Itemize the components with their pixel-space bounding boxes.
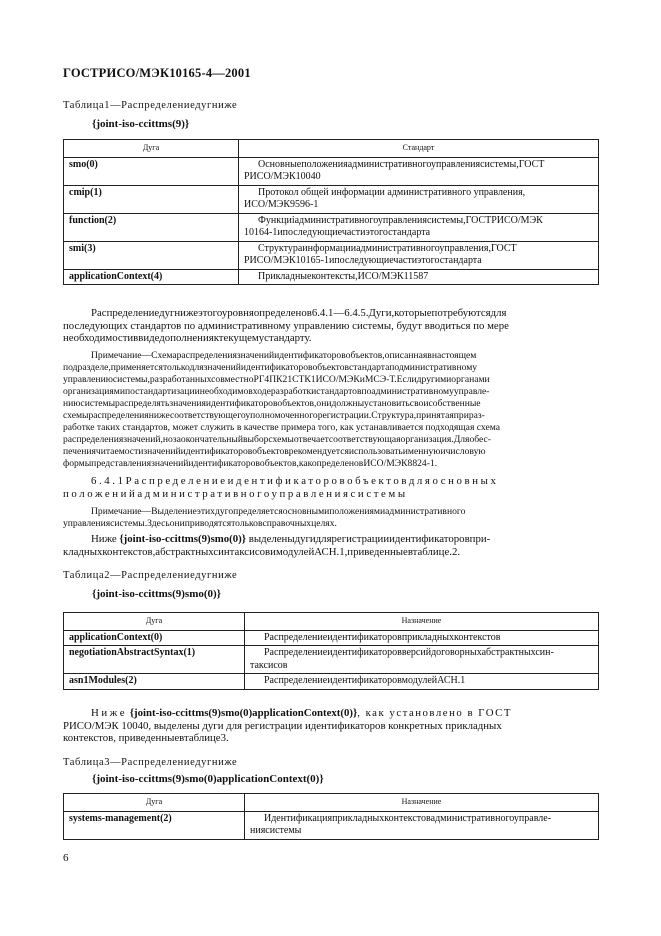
- table2-col-arc: Дуга: [64, 613, 245, 631]
- table-row: [64, 185, 599, 213]
- table3-arc: systems-management(2): [64, 811, 245, 839]
- table-row: [64, 213, 599, 241]
- table1-col-arc: Дуга: [64, 140, 239, 158]
- note-line: схемыраспределениянижесоответствующегоуполномоченногорегистрации.Структура,принятаяприраз-: [63, 410, 485, 421]
- para2-line: кладныхконтекстов,абстрактныхсинтаксисовимодулейАСН.1,приведенныевтаблице.2.: [63, 545, 461, 558]
- section-641-line: 6.4.1Распределениеидентификаторовобъектовдляосновных: [91, 475, 499, 487]
- table1-arc: smi(3): [64, 241, 239, 269]
- para3-text: Ниже: [91, 707, 128, 719]
- table1-arc: cmip(1): [64, 185, 239, 213]
- table3: [63, 793, 599, 840]
- para3-arc-path: {joint-iso-ccittms(9)smo(0)applicationContext(0)}: [129, 707, 358, 719]
- table-row: [64, 674, 599, 690]
- note-line: управлениюсистемы,разработанныхсовместноРГ4ПК21СТК1ИСО/МЭКиМСЭ-Т.Еслидругимиорганами: [63, 374, 490, 385]
- para2-text: выделеныдугидлярегистрацииидентификаторовпри-: [248, 533, 491, 545]
- note-line: распределениязначений,нозаокончательныйвыборсхемыотвечаетсоответствующаяорганизация.Дляобес-: [63, 434, 491, 445]
- page-header: ГОСТРИСО/МЭК10165-4—2001: [63, 66, 251, 80]
- table1-subheading: {joint-iso-ccittms(9)}: [92, 118, 190, 130]
- para2-text: Ниже: [91, 533, 117, 545]
- paragraph-arcs-intro: [63, 307, 599, 345]
- table1-standard-cont: РИСО/МЭК10040: [244, 171, 321, 182]
- note-line: ниюсистемыраспределятьзначенияидентификаторовобъектов,онидолжныустановитьсвоисобственные: [63, 398, 481, 409]
- section-641-line: положенийадминистративногоуправлениясистемы: [63, 487, 408, 500]
- para2-arc-path: {joint-iso-ccittms(9)smo(0)}: [119, 533, 247, 545]
- table2: [63, 612, 599, 690]
- table2-purpose: РаспределениеидентификаторовмодулейАСН.1: [264, 675, 466, 686]
- table3-subheading: {joint-iso-ccittms(9)smo(0)applicationContext(0)}: [92, 773, 324, 785]
- table2-subheading: {joint-iso-ccittms(9)smo(0)}: [92, 588, 222, 600]
- table1-arc: function(2): [64, 213, 239, 241]
- table1-standard-cont: ИСО/МЭК9596-1: [244, 199, 319, 210]
- page-number: 6: [63, 852, 69, 864]
- table1: [63, 139, 599, 285]
- para1-line: последующих стандартов по административному управлению системы, будут вводиться по мере: [63, 319, 509, 332]
- table-row: [64, 269, 599, 285]
- note-line: подразделе,применяетсятолькодлязначенийидентификаторовобъектовстандартаподминистративному: [63, 362, 478, 373]
- note-line: Примечание—Схемараспределениязначенийидентификаторовобъектов,описаннаявнастоящем: [91, 350, 477, 361]
- para3-line: контекстов, приведенныевтаблице3.: [63, 732, 229, 745]
- table-row: [64, 646, 599, 674]
- table1-standard-cont: РИСО/МЭК10165-1ипоследующиечастиэтогостандарта: [244, 255, 482, 266]
- table2-arc: applicationContext(0): [64, 630, 245, 646]
- table-row: [64, 811, 599, 839]
- table3-purpose: Идентификацияприкладныхконтекстовадминистративногоуправле-: [264, 812, 552, 824]
- para3-text: , как установлено в ГОСТ: [357, 707, 512, 719]
- table3-col-arc: Дуга: [64, 794, 245, 812]
- table2-purpose: Распределениеидентификаторовверсийдоговорныхабстрактныхсин-: [264, 647, 554, 658]
- table1-caption: Таблица1—Распределениедугниже: [63, 100, 238, 111]
- table2-arc: negotiationAbstractSyntax(1): [64, 646, 245, 674]
- note-line: работке таких стандартов, может служить в качестве примера того, как устанавливается подходящая схема: [63, 422, 500, 433]
- note2-line: Примечание—Выделениеэтихдугопределяетсяосновнымиположениямиадминистративного: [91, 506, 466, 517]
- table1-arc: applicationContext(4): [64, 269, 239, 285]
- table1-standard: Протокол общей информации административного управления,: [258, 186, 526, 198]
- table1-standard-cont: 10164-1ипоследующиечастиэтогостандарта: [244, 227, 431, 238]
- table-row: [64, 630, 599, 646]
- table3-col-purpose: Назначение: [245, 794, 599, 812]
- table2-col-purpose: Назначение: [245, 613, 599, 631]
- table2-arc: asn1Modules(2): [64, 674, 245, 690]
- table1-standard: Основныеположенияадминистративногоуправлениясистемы,ГОСТ: [258, 158, 545, 170]
- table1-standard: Функциiадминистративногоуправлениясистемы,ГОСТРИСО/МЭК: [258, 214, 543, 226]
- para1-line: необходимостиввидедополненияктекущемустандарту.: [63, 332, 312, 345]
- note-block: [63, 350, 599, 470]
- paragraph-table3-intro: [63, 707, 599, 745]
- note-line: организациямипостандартизациинеобходимовходеразработкистандартовпоадминистративномууправле-: [63, 386, 490, 397]
- para3-line: РИСО/МЭК 10040, выделены дуги для регистрации идентификаторов конкретных прикладных: [63, 719, 502, 732]
- table2-purpose: Распределениеидентификаторовприкладныхконтекстов: [264, 631, 501, 643]
- table1-arc: smo(0): [64, 157, 239, 185]
- paragraph-table2-intro: [63, 533, 599, 558]
- section-641-heading: [63, 475, 603, 500]
- para1-line: Распределениедугнижеэтогоуровняопределенов6.4.1—6.4.5.Дуги,которыепотребуютсядля: [91, 307, 507, 319]
- table1-standard: Структураинформацииадминистративногоуправления,ГОСТ: [258, 242, 517, 254]
- note-line: печениячитаемостизначенийидентификаторовобъектоврекомендуетсяиспользоватьименнуюичисловую: [63, 446, 486, 457]
- table1-col-standard: Стандарт: [239, 140, 599, 158]
- table2-purpose-cont: таксисов: [250, 659, 288, 671]
- table3-purpose-cont: ниясистемы: [250, 825, 302, 836]
- note-line: формыпредставлениязначенийидентификаторовобъектов,какопределеновИСО/МЭК8824-1.: [63, 458, 438, 469]
- note2-line: управлениясистемы.Здесьониприводятсятольковсправочныхцелях.: [63, 518, 337, 529]
- table1-standard: Прикладныеконтексты,ИСО/МЭК11587: [258, 270, 429, 282]
- table-row: [64, 241, 599, 269]
- table2-caption: Таблица2—Распределениедугниже: [63, 570, 238, 581]
- note2-block: [63, 506, 599, 530]
- table-row: [64, 157, 599, 185]
- table3-caption: Таблица3—Распределениедугниже: [63, 757, 238, 768]
